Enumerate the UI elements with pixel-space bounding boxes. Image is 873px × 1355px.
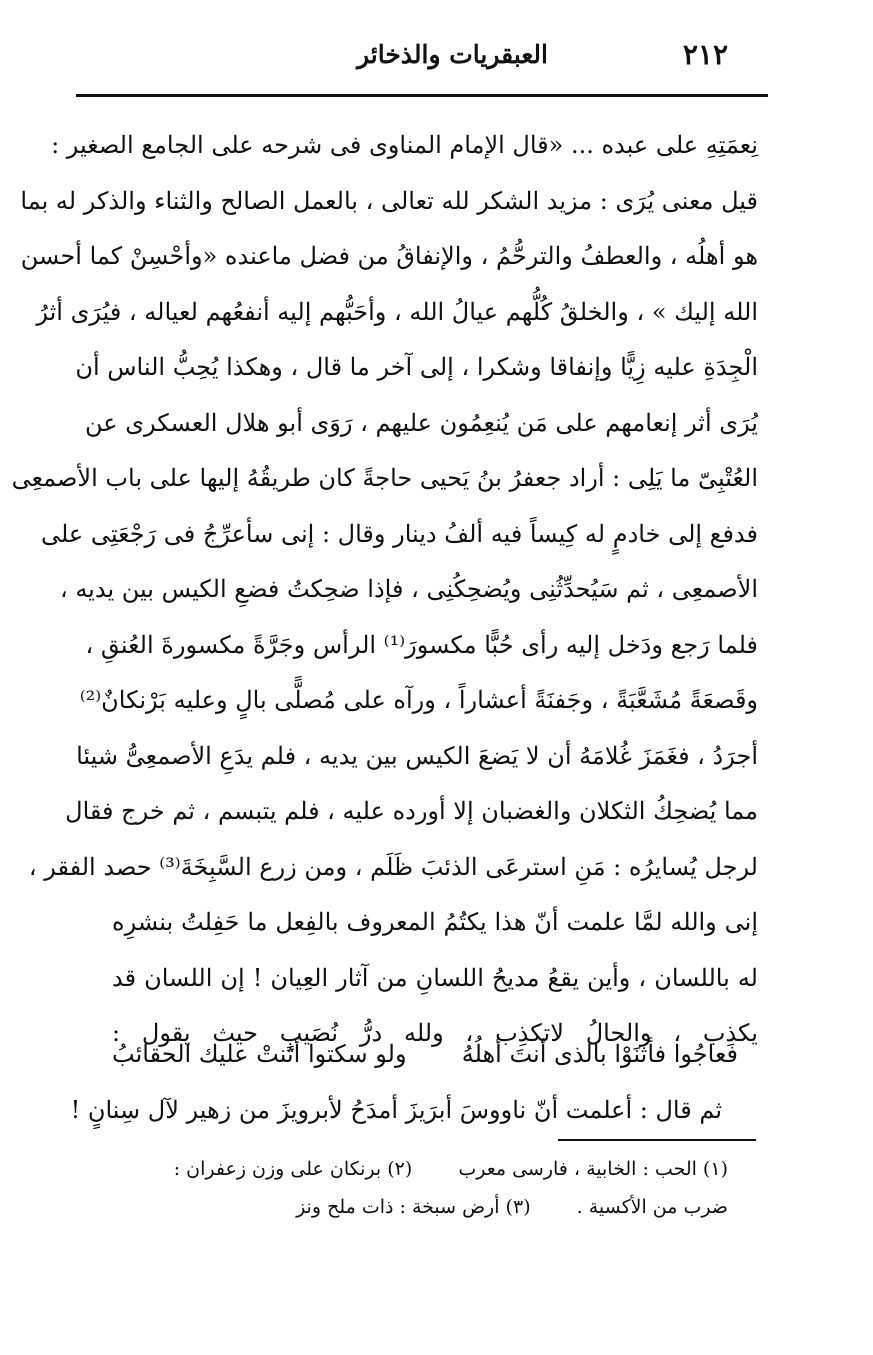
footnote-2-continued: ضرب من الأكسية . bbox=[576, 1196, 728, 1218]
text-line: الْجِدَةِ عليه زِيًّا وإنفاقا وشكرا ، إلى آخر ما قال ، وهكذا يُحِبُّ الناس أن bbox=[75, 353, 758, 381]
text-line: وقَصعَةً مُشَعَّبَةً ، وجَفنَةً أعشاراً ، ورآه على مُصلًّى بالٍ وعليه بَرْنكانٌ⁽²⁾ bbox=[79, 686, 758, 714]
closing-line: ثم قال : أعلمت أنّ ناووسَ أبرَيزَ أمدَحُ لأبرويزَ من زهير لآل سِنانٍ ! bbox=[70, 1096, 722, 1124]
text-line: فلما رَجع ودَخل إليه رأى حُبًّا مكسورَ⁽¹⁾ الرأس وجَرَّةً مكسورةَ العُنقِ ، bbox=[85, 630, 758, 659]
text-line: إنى والله لمَّا علمت أنّ هذا يكتُمُ المعروف بالفِعل ما حَفِلتُ بنشرِه bbox=[112, 908, 758, 936]
page-number: ٢١٢ bbox=[682, 38, 728, 71]
text-line: أجرَدُ ، فغَمَزَ غُلامَهُ أن لا يَضعَ الكيس بين يديه ، فلم يدَعِ الأصمعِىُّ شيئا bbox=[76, 741, 758, 770]
verse-second-hemistich: ولو سكتوا أثنتْ عليك الحقائبُ bbox=[112, 1040, 407, 1068]
footnote-3: (٣) أرض سبخة : ذات ملح ونز bbox=[296, 1196, 531, 1218]
verse-first-hemistich: فعاجُوا فأثنَوْا بالذى أنتَ أهلُهُ bbox=[461, 1040, 738, 1068]
text-line: فدفع إلى خادمٍ له كِيساً فيه ألفُ دينار وقال : إنى سأعرِّجُ فى رَجْعَتِى على bbox=[40, 519, 758, 548]
footnote-divider bbox=[558, 1139, 756, 1141]
header-divider bbox=[76, 94, 768, 97]
footnote-2: (٢) برنكان على وزن زعفران : bbox=[173, 1158, 413, 1180]
text-line: لرجل يُسايرُه : مَنِ استرعَى الذئبَ ظَلَم ، ومن زرع السَّبِخَةَ⁽³⁾ حصد الفقر ، bbox=[28, 852, 758, 881]
footnote-line bbox=[112, 1150, 728, 1188]
footnote-line bbox=[112, 1188, 728, 1226]
text-line: مما يُضحِكُ الثكلان والغضبان إلا أورده عليه ، فلم يتبسم ، ثم خرج فقال bbox=[65, 797, 758, 825]
page-header bbox=[78, 38, 758, 84]
text-line: يكذِب ، والحالُ لاتكذِب ، ولله درُّ نُصَيبٍ حيث يقول : bbox=[112, 1019, 758, 1047]
poem-verse bbox=[112, 1026, 758, 1082]
running-title: العبقريات والذخائر bbox=[356, 40, 548, 69]
text-line: نِعمَتِهِ على عبده ... «قال الإمام المناوى فى شرحه على الجامع الصغير : bbox=[51, 131, 758, 159]
footnote-1: (١) الحب : الخابية ، فارسى معرب bbox=[458, 1158, 728, 1180]
text-line: هو أهلُه ، والعطفُ والترحُّمُ ، والإنفاقُ من فضل ماعنده «وأحْسِنْ كما أحسن bbox=[20, 242, 758, 270]
text-line: قيل معنى يُرَى : مزيد الشكر لله تعالى ، بالعمل الصالح والثناء والذكر له بما bbox=[20, 186, 758, 215]
text-line: يُرَى أثر إنعامهم على مَن يُنعِمُون عليهم ، رَوَى أبو هلال العسكرى عن bbox=[84, 408, 758, 437]
text-line: له باللسان ، وأين يقعُ مديحُ اللسانِ من آثار العِيان ! إن اللسان قد bbox=[112, 963, 758, 992]
text-line: الله إليك » ، والخلقُ كُلُّهم عيالُ الله ، وأحَبُّهم إليه أنفعُهم لعياله ، فيُرَى أثرُ bbox=[36, 297, 758, 326]
text-line: الأصمعِى ، ثم سَيُحدِّثُنِى ويُضحِكُنِى ، فإذا ضحِكتُ فضعِ الكيس بين يديه ، bbox=[59, 575, 758, 603]
text-line: العُتْبِىّ ما يَلِى : أراد جعفرُ بنُ يَحيى حاجةً كان طريقُهُ إليها على باب الأصمعِى bbox=[11, 464, 758, 492]
footnotes bbox=[112, 1150, 728, 1226]
body-text bbox=[11, 118, 758, 1062]
